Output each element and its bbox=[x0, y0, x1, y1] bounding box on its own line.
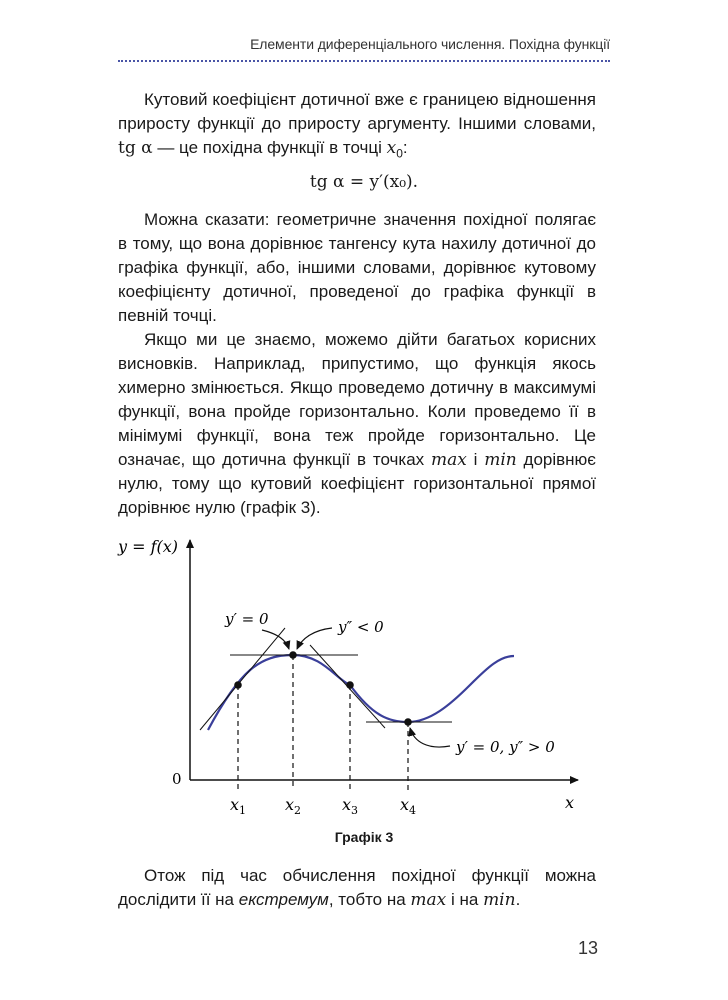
min-term: min bbox=[484, 450, 517, 470]
point-x2 bbox=[289, 651, 297, 659]
page-number: 13 bbox=[577, 938, 598, 958]
max-term-2: max bbox=[410, 890, 447, 910]
paragraph-2-text: Можна сказати: геометричне значення похідної полягає в тому, що вона дорівнює тангенсу кута нахилу дотичної до графіка функції, або, іншими словами, дорівнює кутовому коефіцієнту дотичної, проведеної до графіка функції в певній точці. bbox=[118, 210, 596, 325]
paragraph-4-text-b: , тобто на bbox=[328, 890, 411, 909]
origin-label: 0 bbox=[172, 770, 182, 788]
function-curve bbox=[208, 655, 514, 730]
tick-x4: $x_4$ bbox=[400, 795, 417, 817]
point-x4 bbox=[404, 718, 412, 726]
annotation-concave: y″ < 0 bbox=[338, 618, 384, 636]
tangent-x1 bbox=[200, 628, 285, 730]
y-axis-label: y = f(x) bbox=[118, 537, 179, 556]
paragraph-4-text-d: . bbox=[515, 890, 521, 909]
paragraph-1-text-c: : bbox=[402, 138, 408, 157]
point-x1 bbox=[234, 681, 242, 689]
figure-caption: Графік 3 bbox=[334, 829, 394, 845]
min-term-2: min bbox=[483, 890, 516, 910]
paragraph-4 bbox=[118, 864, 596, 912]
paragraph-1-text-a: Кутовий коефіцієнт дотичної вже є границею відношення приросту функції до приросту аргументу. Іншими словами, bbox=[118, 90, 596, 133]
paragraph-3-text-a: Якщо ми це знаємо, можемо дійти багатьох корисних висновків. Наприклад, припустимо, що функція якось химерно змінюється. Якщо проведемо дотичну в максимумі функції, вона пройде горизонтально. Коли проведемо її в мінімумі функції, вона теж пройде горизонтально. Це означає, що дотична функції в точках bbox=[118, 330, 596, 469]
x-axis-label: x bbox=[565, 793, 575, 812]
tick-x2: $x_2$ bbox=[285, 795, 302, 817]
formula-text: tg α = y′(x₀). bbox=[309, 172, 419, 192]
formula bbox=[0, 172, 728, 192]
paragraph-1-text-b: — це похідна функції в точці bbox=[152, 138, 387, 157]
x0-subscript: 0 bbox=[396, 146, 403, 161]
annotation-min-arrow bbox=[410, 728, 450, 747]
point-x3 bbox=[346, 681, 354, 689]
header-divider bbox=[118, 60, 610, 62]
function-graph bbox=[0, 530, 728, 830]
paragraph-4-text-c: і на bbox=[446, 890, 484, 909]
tick-x3: $x_3$ bbox=[342, 795, 359, 817]
annotation-min: y′ = 0, y″ > 0 bbox=[456, 738, 555, 756]
paragraph-3-text-c: дорівнює нулю, тому що кутовий коефіцієнт горизонтальної прямої дорівнює нулю (графік 3). bbox=[118, 450, 596, 517]
paragraph-3-text-b: і bbox=[466, 450, 485, 469]
annotation-max: y′ = 0 bbox=[225, 610, 269, 628]
max-term: max bbox=[430, 450, 467, 470]
annotation-concave-arrow bbox=[297, 628, 332, 649]
running-header: Елементи диференціального числення. Похідна функції bbox=[250, 36, 610, 52]
tick-x1: $x_1$ bbox=[230, 795, 247, 817]
x0-symbol: x bbox=[386, 138, 397, 158]
paragraph-1 bbox=[118, 88, 596, 165]
extremum-term: екстремум bbox=[238, 890, 329, 909]
paragraph-2 bbox=[118, 208, 596, 328]
paragraph-4-text-a: Отож під час обчислення похідної функції можна дослідити її на bbox=[118, 866, 596, 909]
tg-alpha: tg α bbox=[118, 138, 153, 158]
paragraph-3 bbox=[118, 328, 596, 520]
